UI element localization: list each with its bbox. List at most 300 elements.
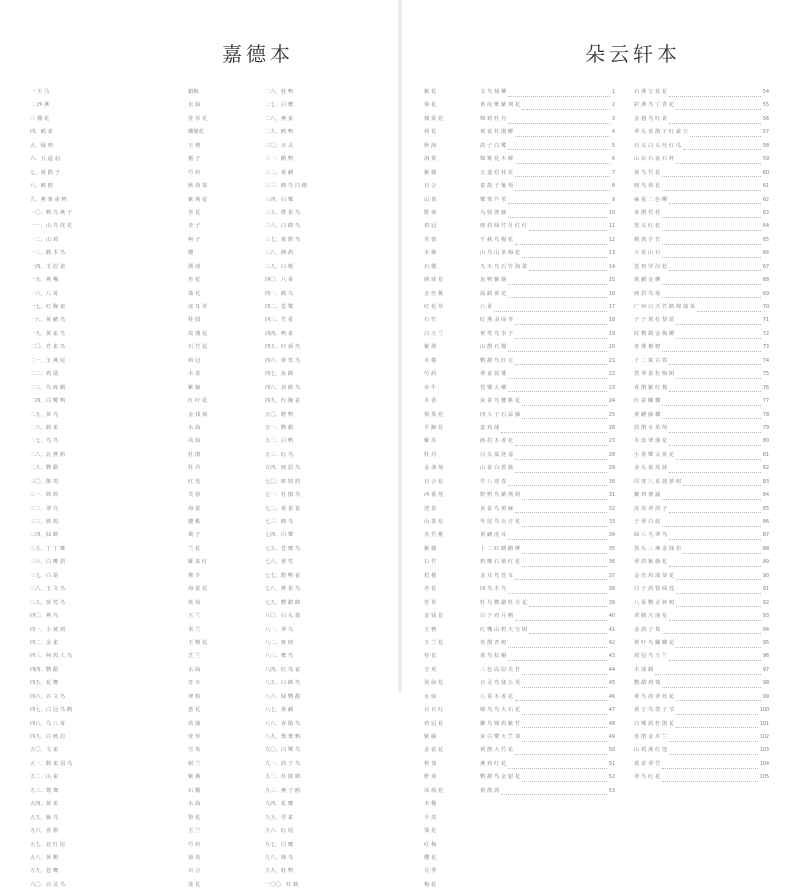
list-item: 虎 耳 草	[188, 304, 208, 310]
list-item: 木 槿	[424, 801, 437, 808]
toc-entry	[634, 167, 769, 180]
list-item: 石 竹	[424, 317, 437, 324]
toc-page-number: 72	[762, 331, 769, 337]
toc-entry	[480, 583, 615, 596]
toc-entry	[634, 744, 769, 757]
leader-dots	[508, 116, 610, 124]
list-item: 凤 凰 花	[424, 787, 444, 794]
list-item: 五、绿 鸦	[30, 142, 53, 149]
leader-dots	[690, 129, 761, 137]
leader-dots	[683, 546, 761, 554]
list-item: 七三、鹤 鸟	[265, 519, 294, 525]
list-item: 一一、山 鸟 虎 花	[30, 223, 73, 230]
list-item: 凤 仙 花	[424, 680, 444, 687]
leader-dots	[515, 237, 607, 245]
toc-entry	[634, 677, 769, 690]
toc-title: 白 子 鸽 铁 线 莲	[634, 586, 675, 593]
list-item: 葵 花	[424, 828, 437, 835]
leader-dots	[508, 142, 610, 150]
list-item: 七八、燕 雀 鸟	[265, 586, 301, 593]
toc-entry	[634, 207, 769, 220]
toc-page-number: 36	[608, 560, 615, 566]
list-item: 奇 卉	[188, 680, 201, 687]
right-column-2	[480, 86, 615, 892]
list-item: 菊 茶 花	[424, 411, 444, 418]
toc-title: 白 鹭 鸽 杜 鹃 花	[634, 720, 675, 727]
toc-page-number: 25	[608, 412, 615, 418]
list-item: 二七、白 鹰	[265, 102, 294, 109]
toc-entry	[634, 825, 769, 838]
list-item: 水 仙	[188, 424, 201, 431]
toc-entry	[480, 167, 615, 180]
leader-dots	[669, 734, 758, 742]
leader-dots	[669, 653, 761, 661]
list-item: 一 玉 马	[30, 89, 50, 95]
toc-entry	[634, 86, 769, 99]
toc-entry	[634, 274, 769, 287]
list-item: 八五、白 鹤 鸟	[265, 680, 301, 687]
leader-dots	[515, 169, 610, 177]
list-item: 三七、黄 鹊 鸟	[265, 236, 301, 243]
toc-title: 黄 子 鸟 蔷 子 节	[634, 707, 675, 714]
leader-dots	[662, 250, 761, 258]
list-item: 四二、金 雀	[30, 639, 59, 646]
leader-dots	[515, 317, 607, 325]
leader-dots	[522, 102, 610, 110]
leader-dots	[669, 559, 761, 567]
toc-title: 大 雀 山 石	[634, 250, 661, 257]
toc-entry	[480, 664, 615, 677]
leader-dots	[529, 626, 607, 634]
list-item: 石 竹 花	[188, 344, 208, 351]
toc-entry	[480, 798, 615, 811]
toc-page-number: 18	[608, 318, 615, 324]
leader-dots	[508, 478, 607, 486]
toc-title: 木 蒲 鹤	[634, 666, 654, 673]
toc-page-number: 73	[762, 345, 769, 351]
toc-page-number: 27	[608, 439, 615, 445]
list-item: 石 榴	[424, 263, 437, 270]
toc-entry	[480, 865, 615, 878]
leader-dots	[669, 263, 761, 271]
toc-entry	[634, 126, 769, 139]
toc-entry	[480, 691, 615, 704]
toc-entry	[634, 556, 769, 569]
list-item: 三七、白 胡	[30, 572, 59, 579]
toc-title: 鸽 鹊 水 茱 萸	[634, 424, 668, 431]
toc-title: 五 道 眉 桂 花	[480, 169, 514, 176]
list-item: 杜 鹃	[188, 451, 201, 458]
list-item: 紫 荆	[424, 344, 437, 351]
leader-dots	[662, 237, 761, 245]
list-item: 三二、翠 鸟	[30, 505, 59, 512]
toc-page-number: 53	[608, 788, 615, 794]
toc-page-number: 80	[762, 439, 769, 445]
list-item: 七九、鹦 鹉 鹤	[265, 599, 301, 606]
toc-title: 黄 鹊 鸽	[480, 787, 500, 794]
toc-page-number: 8	[611, 184, 615, 190]
list-item: 金 雀 花	[424, 747, 444, 754]
toc-page-number: 45	[608, 681, 615, 687]
toc-title: 乌 鸫 蔷 薇	[480, 209, 507, 216]
list-item: 九七、白 鹰	[265, 841, 294, 848]
list-item: 五六、喜 鹊	[30, 828, 59, 835]
list-item: 三五、群 雀 鸟	[265, 209, 301, 216]
toc-entry	[480, 785, 615, 798]
toc-entry	[634, 731, 769, 744]
toc-page-number: 32	[608, 506, 615, 512]
leader-dots	[676, 331, 761, 339]
list-item: 菊 英	[188, 854, 201, 861]
toc-page-number: 66	[762, 251, 769, 257]
list-item: 百 合	[188, 868, 201, 875]
list-item: 七四、白 鹭	[265, 532, 294, 539]
toc-page-number: 44	[608, 667, 615, 673]
list-item: 杏 花	[188, 209, 201, 216]
toc-title: 喜 鹊 紫 红 棉	[634, 384, 668, 391]
list-item: 红 叶 花	[188, 398, 208, 405]
leader-dots	[522, 492, 607, 500]
leader-dots	[662, 774, 758, 782]
toc-page-number: 105	[759, 775, 769, 781]
toc-title: 绿 八 鸟 翠 鸟	[634, 532, 668, 539]
list-item: 秋 海	[424, 142, 437, 149]
toc-page-number: 59	[762, 157, 769, 163]
toc-entry	[480, 597, 615, 610]
toc-title: 四 大 子 石 蒜 藤	[480, 411, 521, 418]
toc-title: 鹦 鹉 鸟 红 豆	[480, 357, 514, 364]
list-item: 紫 薇	[424, 545, 437, 552]
toc-entry	[634, 543, 769, 556]
toc-entry	[480, 435, 615, 448]
list-item: 紫 藤	[424, 734, 437, 740]
leader-dots	[529, 263, 607, 271]
toc-page-number: 88	[762, 546, 769, 552]
toc-entry	[480, 489, 615, 502]
toc-title: 鸦 鹰 石 栗 红 花	[480, 559, 521, 566]
toc-page-number: 13	[608, 251, 615, 257]
toc-page-number: 67	[762, 264, 769, 270]
leader-dots	[683, 478, 761, 486]
leader-dots	[669, 505, 761, 513]
toc-title: 黄 鸟 棕 榈	[480, 653, 507, 660]
toc-title: 三 色 高 原 芙 竹	[480, 666, 521, 673]
leader-dots	[676, 720, 758, 728]
toc-title: 金 鸽 子 梨	[634, 626, 661, 633]
list-item: 五七、北 红 尾	[30, 841, 66, 848]
toc-title: 子 翠 白 蓝	[634, 519, 661, 525]
list-item: 一二、山 鸡	[30, 236, 59, 243]
toc-entry	[634, 288, 769, 301]
toc-entry	[634, 583, 769, 596]
list-item: 七五、苍 鹰 鸟	[265, 545, 301, 552]
toc-title: 翠 头 喜 鹊 子 红 豪 豆	[634, 129, 689, 136]
toc-page-number: 23	[608, 385, 615, 391]
list-item: 八、鹤 鸥	[30, 183, 53, 190]
toc-entry	[634, 328, 769, 341]
list-item: 紫 花	[424, 89, 437, 95]
toc-entry	[480, 758, 615, 771]
leader-dots	[508, 344, 607, 352]
list-item: 萱 草	[424, 599, 437, 606]
list-item: 芍 药	[188, 841, 201, 848]
toc-title: 鹌 鹑 芋 竹	[634, 236, 661, 243]
list-item: 二一、玉 燕 尾	[30, 357, 66, 364]
toc-title: 灰 雀 鸟 樱 桃 花	[480, 398, 521, 405]
toc-entry	[634, 785, 769, 798]
toc-title: 广 州 白 天 竹 鹤 锦 蒲 茱	[634, 304, 696, 310]
list-item: 二四、白 鹭 鸭	[30, 398, 66, 405]
leader-dots	[522, 774, 607, 782]
toc-page-number: 28	[608, 452, 615, 458]
list-item: 红 梅	[424, 841, 437, 848]
list-item: 金 丝 桃	[424, 290, 444, 297]
list-item: 四七、白 冠 鸟 鹤	[30, 707, 73, 714]
list-item: 一八、黄 鹂 鸟	[30, 317, 66, 324]
toc-title: 黑 翠 雀 松 梅 树	[634, 371, 675, 378]
leader-dots	[662, 761, 758, 769]
toc-page-number: 64	[762, 224, 769, 230]
toc-entry	[480, 140, 615, 153]
toc-entry	[480, 220, 615, 233]
list-item: 菖 蒲	[188, 720, 201, 727]
toc-title: 金 丝 鸡 蒲 葵 花	[634, 572, 675, 579]
list-item: 玉 簪 花	[188, 639, 208, 646]
list-item: 三 榴 花	[30, 115, 50, 122]
toc-entry	[480, 301, 615, 314]
list-item: 八四、红 鸟 雀	[265, 666, 301, 673]
list-item: 八二、斑 鸠	[265, 639, 294, 646]
list-item: 八九、鸳 鸯 鸭	[265, 734, 301, 740]
toc-page-number: 11	[608, 224, 615, 230]
leader-dots	[669, 465, 761, 473]
leader-dots	[508, 384, 607, 392]
toc-title: 鹭 鸶 芦 苇	[480, 196, 507, 203]
toc-entry	[634, 691, 769, 704]
list-item: 一五、燕 嘴	[30, 277, 59, 284]
toc-entry	[480, 771, 615, 784]
toc-entry	[634, 409, 769, 422]
list-item: 绣 球 花	[424, 277, 444, 284]
leader-dots	[662, 277, 761, 285]
leader-dots	[676, 452, 761, 460]
leader-dots	[508, 210, 607, 218]
toc-page-number: 42	[608, 640, 615, 646]
list-item: 六、五 道 羽	[30, 156, 60, 163]
toc-title: 白 头 翁 迎 春	[480, 451, 514, 458]
list-item: 四四、鹦 鹉	[30, 666, 59, 673]
list-item: 米 兰	[188, 626, 201, 633]
toc-page-number: 65	[762, 237, 769, 243]
leader-dots	[515, 156, 610, 164]
toc-entry	[634, 503, 769, 516]
list-item: 山 茶 花	[424, 519, 444, 525]
list-item: 佛 手	[188, 572, 201, 579]
list-item: 水 仙	[424, 693, 437, 700]
list-item: 四五、花 鹰	[30, 680, 59, 687]
toc-page-number: 37	[608, 573, 615, 579]
toc-page-number: 75	[762, 372, 769, 378]
toc-title: 龙 耳 鸟 苍 耳	[480, 572, 514, 579]
leader-dots	[669, 357, 761, 365]
leader-dots	[515, 693, 607, 701]
toc-entry	[480, 650, 615, 663]
toc-entry	[634, 261, 769, 274]
list-item: 百 日 红	[424, 707, 444, 714]
toc-entry	[480, 341, 615, 354]
list-item: 水 仙	[188, 801, 201, 808]
toc-page-number: 54	[762, 90, 769, 95]
toc-page-number: 77	[762, 399, 769, 405]
toc-entry	[480, 744, 615, 757]
toc-page-number: 90	[762, 573, 769, 579]
toc-page-number: 7	[611, 170, 615, 176]
leader-dots	[508, 586, 607, 594]
toc-entry	[634, 395, 769, 408]
list-item: 樱 桃	[188, 519, 201, 525]
list-item: 二 西 燕	[30, 102, 50, 109]
toc-entry	[480, 570, 615, 583]
toc-title: 仙 鹤 黄 花	[480, 290, 507, 297]
toc-title: 鹦 鹉 鸡 葵	[634, 680, 661, 687]
list-item: 九二、杜 鹃 鹤	[265, 774, 301, 781]
leader-dots	[662, 183, 761, 191]
toc-page-number: 9	[611, 197, 615, 203]
toc-entry	[480, 503, 615, 516]
toc-page-number: 15	[608, 278, 615, 284]
toc-page-number: 102	[759, 735, 769, 740]
leader-dots	[515, 613, 607, 621]
leader-dots	[662, 398, 761, 406]
leader-dots	[529, 223, 607, 231]
list-item: 八八、喜 鹊 鸟	[265, 720, 301, 727]
leader-dots	[669, 613, 761, 621]
list-item: 蓝 菊	[188, 599, 201, 606]
toc-title: 百 头 白 头 丝 红 瓜	[634, 142, 682, 149]
toc-entry	[634, 301, 769, 314]
list-item: 棣 棠 花	[424, 115, 444, 122]
list-item: 桂 圆	[188, 317, 201, 324]
list-item: 樱 花	[424, 854, 437, 861]
toc-page-number: 1	[611, 90, 615, 95]
list-item: 芙 蓉	[424, 236, 437, 243]
toc-entry	[480, 355, 615, 368]
list-item: 鸡 冠	[188, 357, 201, 364]
leader-dots	[522, 667, 607, 675]
toc-page-number: 99	[762, 694, 769, 700]
list-item: 菊 花	[424, 102, 437, 109]
toc-entry	[480, 113, 615, 126]
leader-dots	[676, 707, 758, 715]
toc-title: 黄 叶 鸟 蝴 蝶 花	[634, 639, 675, 646]
toc-page-number: 38	[608, 587, 615, 593]
list-item: 五五、雁 鸟	[30, 814, 59, 821]
list-item: 九、燕 雏 雀 鸭	[30, 196, 67, 203]
toc-title: 百 灵 鸟 蒲 公 英	[480, 680, 521, 687]
toc-title: 文 鸟 杨 柳	[480, 89, 507, 95]
toc-entry	[480, 274, 615, 287]
list-item: 八〇、白 头 翁	[265, 613, 301, 620]
leader-dots	[522, 707, 607, 715]
toc-title: 翠 鸽 紫 薇 花	[634, 559, 668, 566]
toc-entry	[480, 879, 615, 892]
toc-page-number: 95	[762, 640, 769, 646]
leader-dots	[669, 384, 761, 392]
toc-title: 小 茶 鹭 灵 黄 花	[634, 451, 675, 458]
list-item: 紫 荆	[188, 774, 201, 781]
list-item: 芙 蓉	[188, 492, 201, 499]
list-item: 四、鹤 雀	[30, 129, 53, 136]
leader-dots	[669, 89, 761, 97]
list-item: 四〇、八 哥	[265, 277, 294, 284]
leader-dots	[676, 586, 761, 594]
leader-dots	[522, 398, 607, 406]
toc-page-number: 17	[608, 305, 615, 310]
leader-dots	[662, 519, 761, 527]
toc-title: 千 秋 鸟 梅 花	[480, 236, 514, 243]
list-item: 四三、竹 雀	[265, 317, 294, 324]
toc-page-number: 91	[762, 587, 769, 593]
toc-entry	[480, 99, 615, 112]
list-item: 一六、八 哥	[30, 290, 59, 297]
list-item: 雪 英	[188, 747, 201, 754]
list-item: 三一、鸠 鸠	[30, 492, 59, 499]
toc-title: 红 鹦 鹉 金 梅 柳	[634, 330, 675, 337]
toc-title: 山 鹊 石 榴	[480, 344, 507, 351]
list-item: 三一、鹅 鸭	[265, 156, 294, 163]
toc-entry	[480, 610, 615, 623]
list-item: 秋 葵	[424, 760, 437, 767]
toc-title: 锦 雉 花 木 樨	[480, 156, 514, 163]
toc-title: 子 子 黄 杜 梨 茨	[634, 317, 675, 324]
toc-entry	[634, 637, 769, 650]
toc-title: 金 翅 鸟 红 雀	[634, 115, 668, 122]
toc-page-number: 71	[762, 318, 769, 324]
leader-dots	[662, 411, 761, 419]
toc-entry	[634, 355, 769, 368]
toc-title: 黄 鹂 金 柳	[634, 277, 661, 284]
toc-page-number: 30	[608, 479, 615, 485]
list-item: 一七、红 胸 雀	[30, 304, 66, 310]
list-item: 海 棠	[188, 505, 201, 512]
list-item: 金 钱 花	[424, 613, 444, 620]
toc-title: 黄 鸟 鸽 翠 蓝 花	[634, 693, 675, 700]
toc-page-number: 35	[608, 546, 615, 552]
toc-title: 锦 鸡 牡 丹	[480, 115, 507, 122]
toc-entry	[480, 261, 615, 274]
toc-page-number: 16	[608, 291, 615, 297]
list-item: 樱	[188, 250, 194, 257]
toc-entry	[634, 153, 769, 166]
toc-page-number: 46	[608, 694, 615, 700]
leader-dots	[515, 452, 607, 460]
toc-entry	[634, 476, 769, 489]
list-item: 八六、绿 鹦 鹉	[265, 693, 301, 700]
toc-entry	[480, 462, 615, 475]
toc-title: 黄 鸟 竹 花	[634, 169, 661, 176]
leader-dots	[676, 599, 761, 607]
list-item: 三三、鹧 鸪	[30, 519, 59, 525]
list-item: 九五、雪 雀	[265, 814, 294, 821]
toc-entry	[634, 839, 769, 852]
list-item: 五九、苍 鹰	[30, 868, 59, 875]
toc-page-number: 61	[762, 184, 769, 190]
toc-page-number: 5	[611, 143, 615, 149]
leader-dots	[508, 761, 607, 769]
toc-entry	[480, 328, 615, 341]
list-item: 一〇、鸭 鸟 燕 子	[30, 209, 73, 216]
toc-page-number: 33	[608, 520, 615, 525]
